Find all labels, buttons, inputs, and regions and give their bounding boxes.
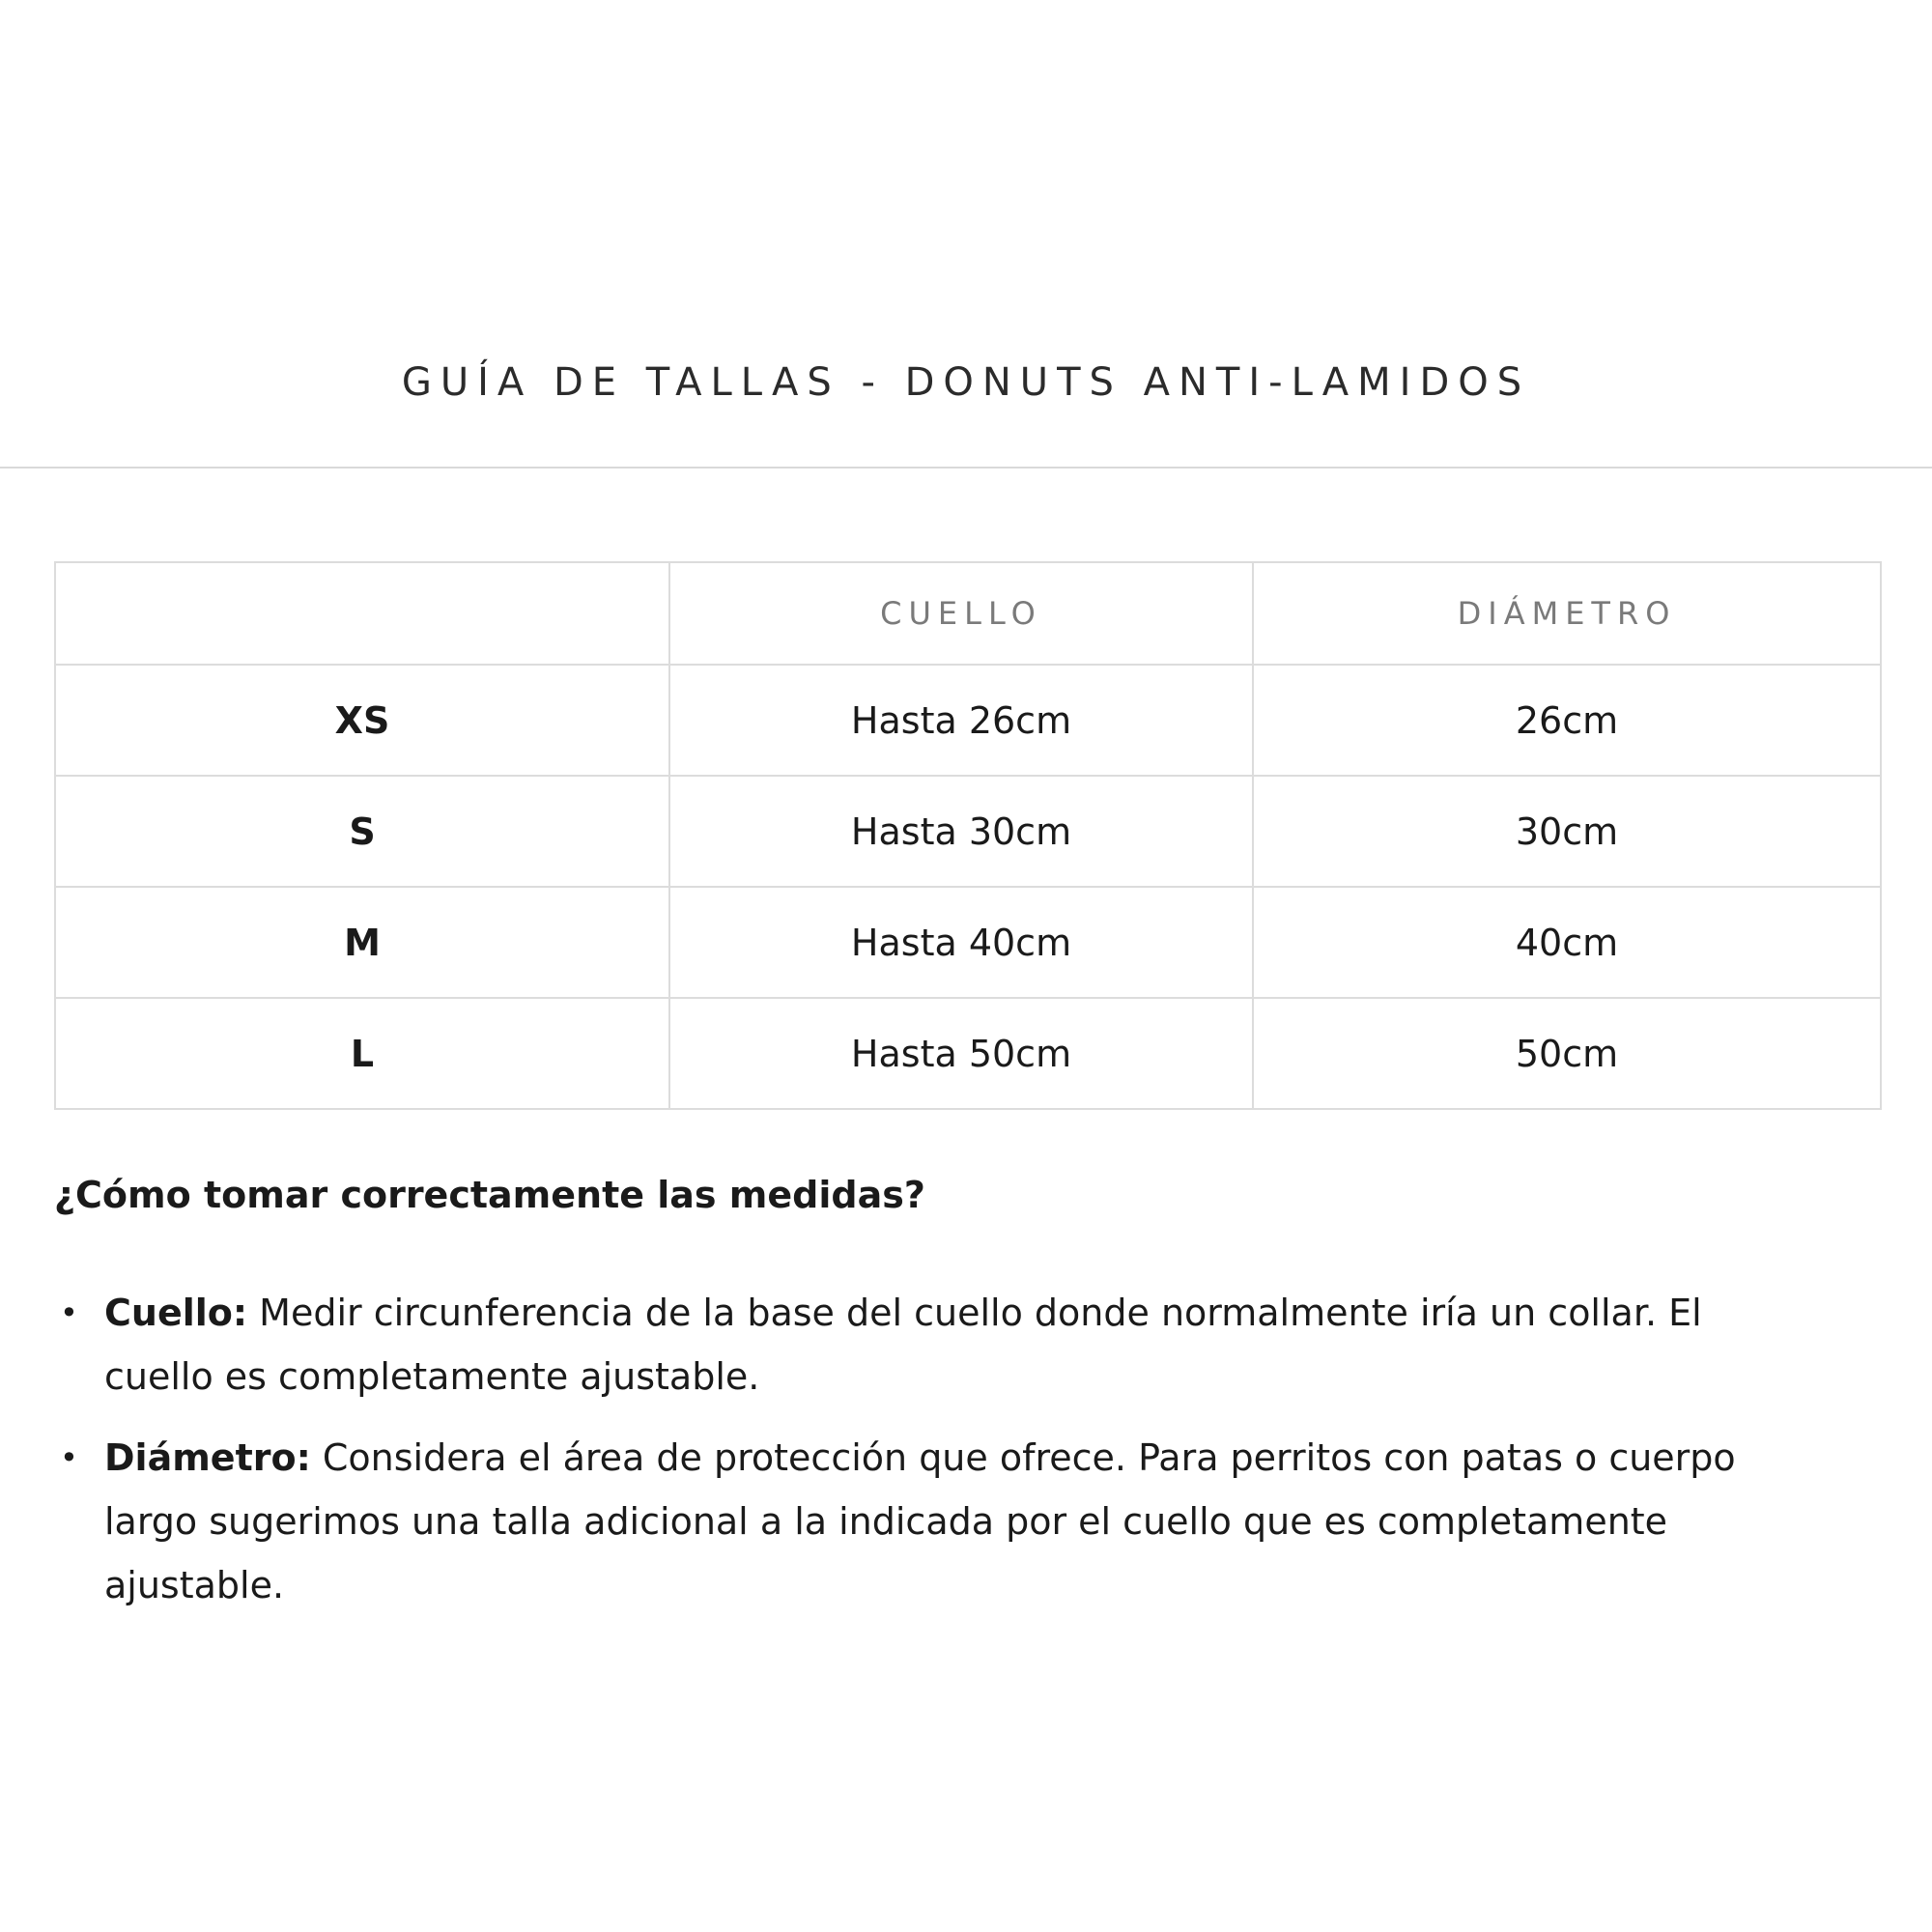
tip-term: Diámetro:: [104, 1436, 311, 1479]
size-label: M: [55, 887, 669, 998]
list-item-diameter-tip: [60, 1426, 1851, 1617]
measure-tips-list: [54, 1281, 1851, 1634]
page-title: GUÍA DE TALLAS - DONUTS ANTI-LAMIDOS: [401, 360, 1531, 405]
table-row: [55, 887, 1881, 998]
diameter-value: 26cm: [1253, 665, 1881, 776]
diameter-value: 50cm: [1253, 998, 1881, 1109]
table-row: [55, 776, 1881, 887]
table-row: [55, 665, 1881, 776]
size-label: L: [55, 998, 669, 1109]
tip-term: Cuello:: [104, 1292, 248, 1334]
size-label: S: [55, 776, 669, 887]
bullet-icon: •: [60, 1439, 78, 1476]
list-item-neck-tip: [60, 1281, 1851, 1408]
table-header-row: [55, 562, 1881, 665]
neck-value: Hasta 30cm: [669, 776, 1253, 887]
tip-text: Considera el área de protección que ofrece. Para perritos con patas o cuerpo largo sugerimos una talla adicional a la indicada por el cuello que es completamente ajustable.: [104, 1436, 1736, 1606]
measure-guide-heading: ¿Cómo tomar correctamente las medidas?: [54, 1174, 925, 1216]
column-header-size: [55, 562, 669, 665]
size-label: XS: [55, 665, 669, 776]
size-table: [54, 561, 1882, 1110]
neck-value: Hasta 40cm: [669, 887, 1253, 998]
modal-header: [0, 0, 1932, 469]
neck-value: Hasta 50cm: [669, 998, 1253, 1109]
bullet-icon: •: [60, 1294, 78, 1331]
neck-value: Hasta 26cm: [669, 665, 1253, 776]
diameter-value: 40cm: [1253, 887, 1881, 998]
table-row: [55, 998, 1881, 1109]
tip-text: Medir circunferencia de la base del cuello donde normalmente iría un collar. El cuello es completamente ajustable.: [104, 1292, 1702, 1398]
column-header-diameter: DIÁMETRO: [1253, 562, 1881, 665]
column-header-neck: CUELLO: [669, 562, 1253, 665]
diameter-value: 30cm: [1253, 776, 1881, 887]
